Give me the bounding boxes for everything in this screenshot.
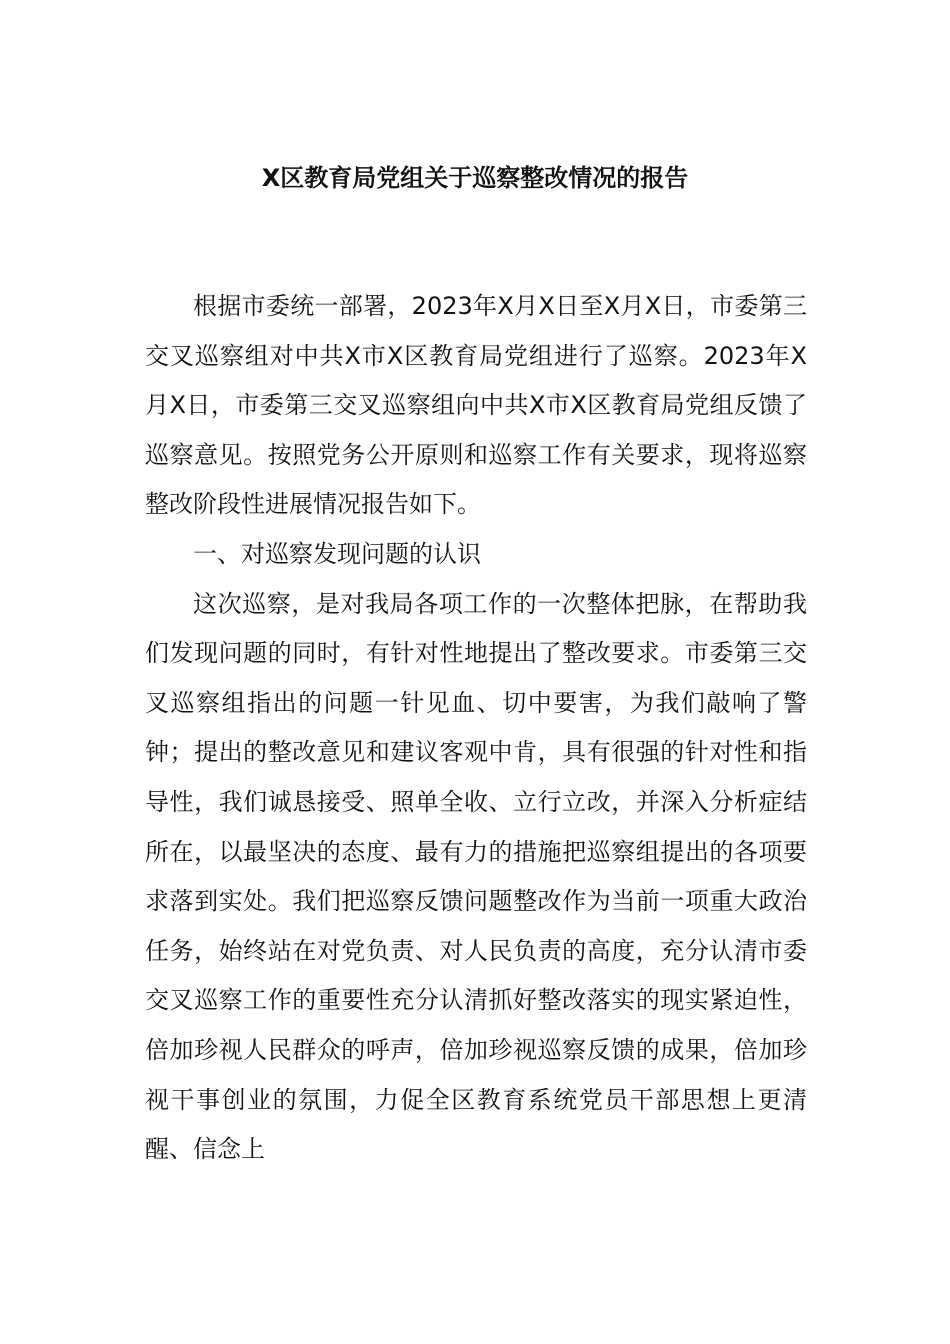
section-heading-1: 一、对巡察发现问题的认识 xyxy=(193,539,481,568)
paragraph-intro: 根据市委统一部署，2023年X月X日至X月X日，市委第三交叉巡察组对中共X市X区教育局党组进行了巡察。2023年X月X日，市委第三交叉巡察组向中共X市X区教育局党组反馈了巡察意见。按照党务公开原则和巡察工作有关要求，现将巡察整改阶段性进展情况报告如下。 xyxy=(145,292,807,519)
document-title: X区教育局党组关于巡察整改情况的报告 xyxy=(261,164,689,192)
paragraph-section-1: 这次巡察，是对我局各项工作的一次整体把脉，在帮助我们发现问题的同时，有针对性地提出了整改要求。市委第三交叉巡察组指出的问题一针见血、切中要害，为我们敲响了警钟；提出的整改意见和建议客观中肯，具有很强的针对性和指导性，我们诚恳接受、照单全收、立行立改，并深入分析症结所在，以最坚决的态度、最有力的措施把巡察组提出的各项要求落到实处。我们把巡察反馈问题整改作为当前一项重大政治任务，始终站在对党负责、对人民负责的高度，充分认清市委交叉巡察工作的重要性充分认清抓好整改落实的现实紧迫性，倍加珍视人民群众的呼声，倍加珍视巡察反馈的成果，倍加珍视干事创业的氛围，力促全区教育系统党员干部思想上更清醒、信念上 xyxy=(145,589,807,1164)
document-body xyxy=(145,282,807,1175)
